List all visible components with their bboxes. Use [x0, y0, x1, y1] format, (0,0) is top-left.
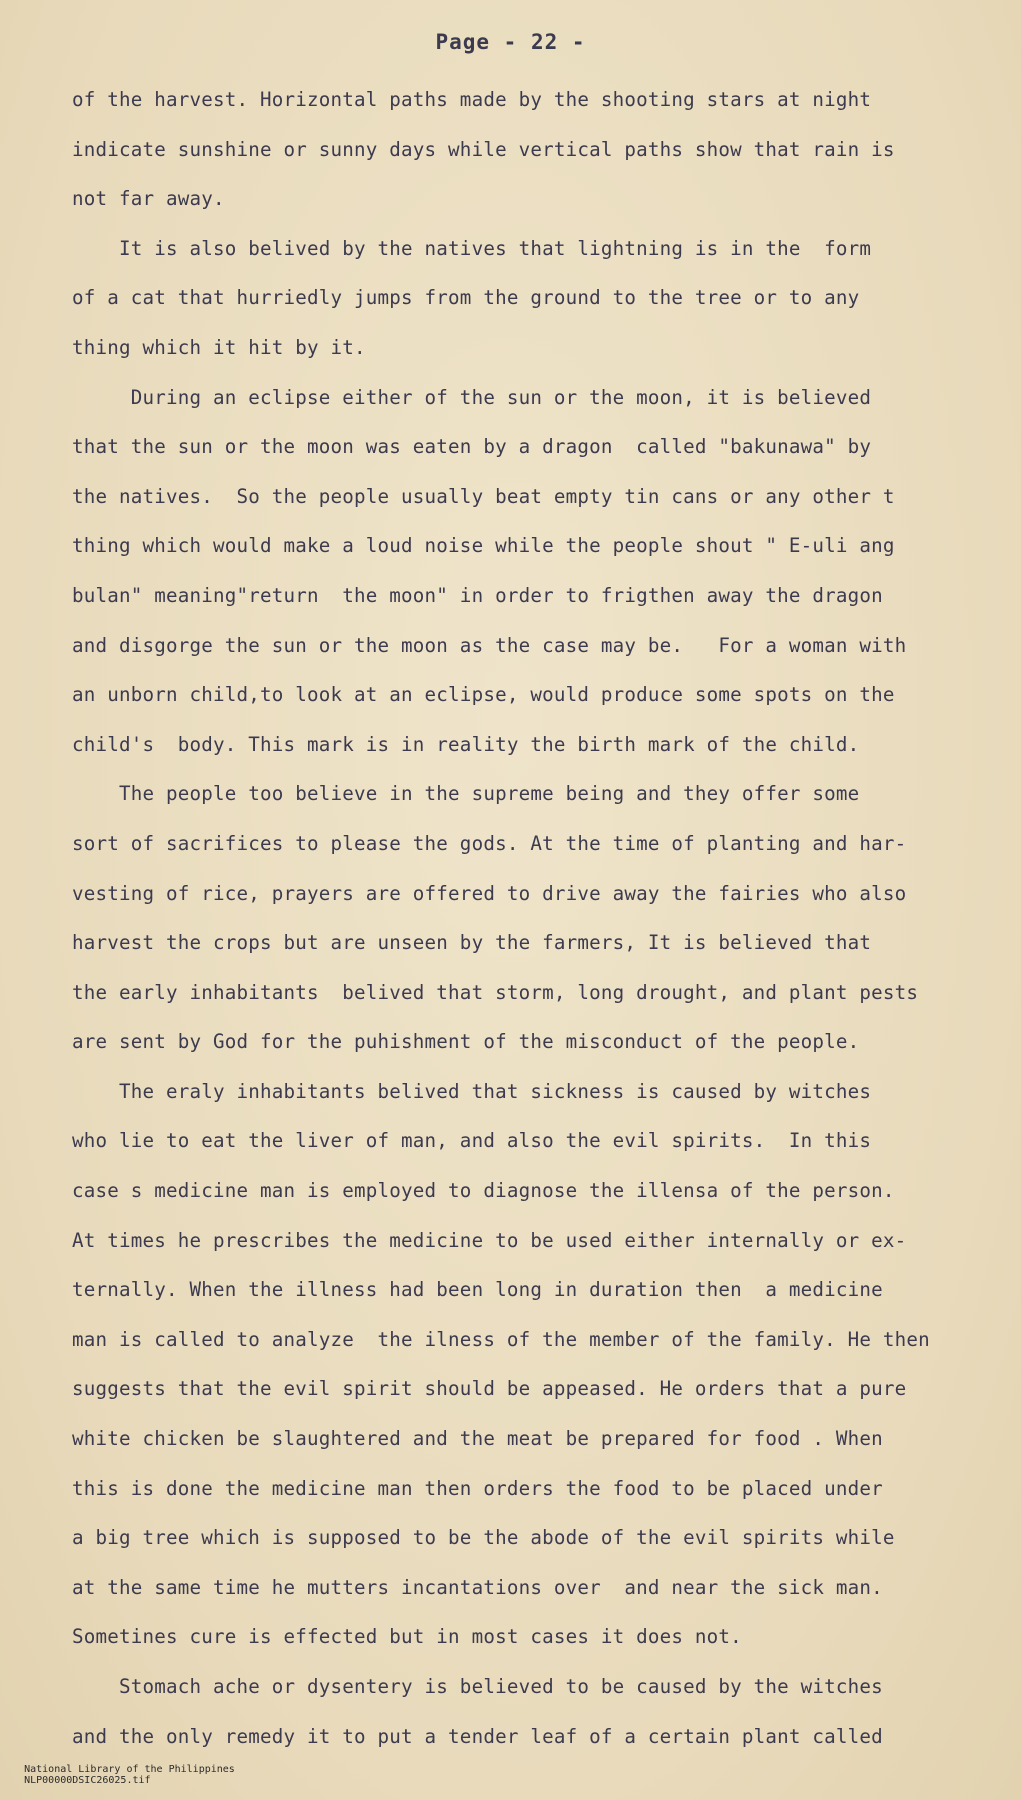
text-line: a big tree which is supposed to be the abode of the evil spirits while — [72, 1526, 895, 1550]
text-line: child's body. This mark is in reality the birth mark of the child. — [72, 732, 860, 756]
text-line: not far away. — [72, 187, 225, 211]
footer-library: National Library of the Philippines — [24, 1764, 235, 1775]
text-line: are sent by God for the puhishment of the misconduct of the people. — [72, 1030, 860, 1054]
text-line: At times he prescribes the medicine to be used either internally or ex- — [72, 1228, 907, 1252]
text-line: bulan" meaning"return the moon" in order to frigthen away the dragon — [72, 583, 883, 607]
text-line: thing which would make a loud noise while the people shout " E-uli ang — [72, 534, 895, 558]
text-line: harvest the crops but are unseen by the farmers, It is believed that — [72, 931, 872, 955]
text-line: of a cat that hurriedly jumps from the ground to the tree or to any — [72, 286, 860, 310]
text-line: man is called to analyze the ilness of the member of the family. He then — [72, 1327, 930, 1351]
text-line: ternally. When the illness had been long in duration then a medicine — [72, 1278, 883, 1302]
text-line: and the only remedy it to put a tender leaf of a certain plant called — [72, 1724, 883, 1748]
scan-footer — [0, 1753, 253, 1797]
text-line: vesting of rice, prayers are offered to drive away the fairies who also — [72, 881, 907, 905]
text-line: at the same time he mutters incantations over and near the sick man. — [72, 1575, 883, 1599]
text-line: The people too believe in the supreme being and they offer some — [72, 782, 860, 806]
text-line: who lie to eat the liver of man, and also the evil spirits. In this — [72, 1129, 872, 1153]
text-line: indicate sunshine or sunny days while vertical paths show that rain is — [72, 137, 895, 161]
footer-file: NLP00000DSIC26025.tif — [24, 1775, 151, 1786]
body-text — [72, 82, 1012, 1768]
text-line: Stomach ache or dysentery is believed to be caused by the witches — [72, 1675, 883, 1698]
text-line: an unborn child,to look at an eclipse, would produce some spots on the — [72, 683, 895, 707]
text-line: During an eclipse either of the sun or the moon, it is believed — [72, 385, 872, 409]
text-line: The eraly inhabitants belived that sickness is caused by witches — [72, 1079, 872, 1103]
text-line: of the harvest. Horizontal paths made by the shooting stars at night — [72, 88, 872, 111]
text-line: that the sun or the moon was eaten by a dragon called "bakunawa" by — [72, 435, 872, 459]
text-line: and disgorge the sun or the moon as the case may be. For a woman with — [72, 633, 907, 657]
text-line: thing which it hit by it. — [72, 335, 366, 359]
text-line: the early inhabitants belived that storm, long drought, and plant pests — [72, 980, 919, 1004]
text-line: Sometines cure is effected but in most cases it does not. — [72, 1625, 742, 1649]
text-line: the natives. So the people usually beat empty tin cans or any other t — [72, 484, 895, 508]
text-line: suggests that the evil spirit should be appeased. He orders that a pure — [72, 1377, 907, 1401]
text-line: this is done the medicine man then orders the food to be placed under — [72, 1476, 883, 1500]
page-number: Page - 22 - — [435, 30, 586, 54]
text-line: sort of sacrifices to please the gods. At the time of planting and har- — [72, 831, 907, 855]
text-line: case s medicine man is employed to diagnose the illensa of the person. — [72, 1179, 895, 1203]
text-line: white chicken be slaughtered and the meat be prepared for food . When — [72, 1427, 883, 1451]
text-line: It is also belived by the natives that lightning is in the form — [72, 236, 872, 260]
